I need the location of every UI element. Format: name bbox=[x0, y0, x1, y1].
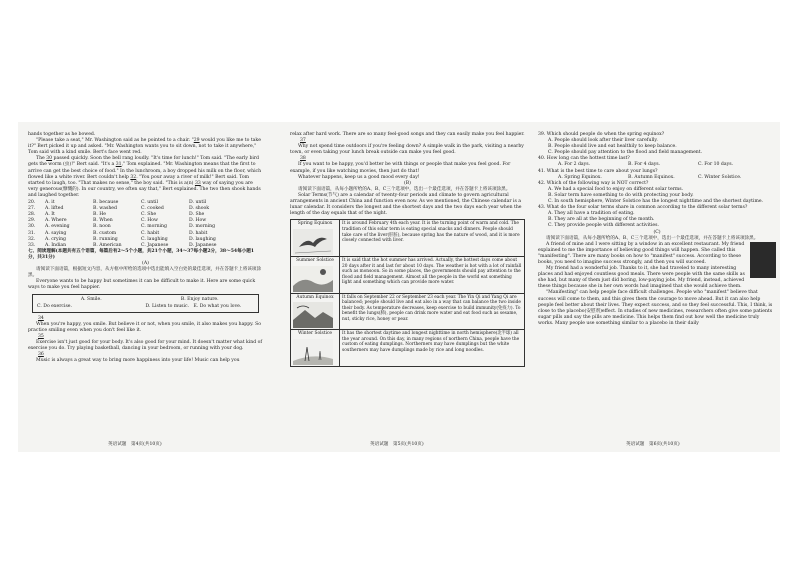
autumn-landscape-image bbox=[293, 302, 333, 328]
box-option: B. Enjoy nature. bbox=[180, 297, 219, 303]
qr-logo-image bbox=[750, 242, 776, 278]
options-row: 28. A. It B. He C. She D. She bbox=[28, 212, 205, 218]
question-stem: 42. Which of the following way is NOT correct? bbox=[538, 180, 649, 186]
page-left bbox=[28, 132, 263, 364]
term-text: It has the shortest daytime and longest nighttime in north hemisphere(北半球) all the year around. On this day, in many regions of northern China, people have the custom of eating dumplings. Northerners may have dumplings but the white southerners may have dumplings made by rice and long noodles. bbox=[340, 330, 525, 367]
blank-31: 31 bbox=[115, 162, 122, 168]
blank-30: 30 bbox=[46, 156, 53, 162]
blank-35: 35 bbox=[38, 333, 44, 339]
question bbox=[538, 205, 776, 229]
page-footer: 英语试题 第4页(共10页) bbox=[108, 442, 162, 447]
section-label: (B) bbox=[404, 180, 411, 186]
page-right bbox=[538, 132, 776, 327]
summer-landscape-image bbox=[293, 266, 333, 292]
options-row: A. For 2 days. B. For 4 days. C. For 10 days. bbox=[558, 162, 734, 168]
table-row bbox=[291, 220, 525, 257]
question bbox=[538, 181, 776, 205]
option: A. People should look after their liver carefully. bbox=[548, 138, 658, 144]
options-box bbox=[32, 294, 259, 312]
question-stem: 41. What is the best time to care about your lungs? bbox=[538, 168, 658, 174]
blank-36: 36 bbox=[38, 352, 44, 358]
box-option: C. Do exercise. bbox=[37, 303, 72, 309]
term-text: It is said that the hot summer has arrived. Actually, the hottest days come about 20 days after it and last for about 10 days. The weather is hot with a lot of rainfall such as monsoon. So in some places, the governments should pay attention to the flood and field management. Almost all the people in the world eat something light and something which can provide more water. bbox=[340, 256, 525, 293]
section-heading: 七、阅读理解(本题共有五个语篇，每篇后有2～5个小题，共21个小题，34～37每小题2分，38～54每小题1分，共31分) bbox=[28, 248, 255, 260]
question bbox=[538, 169, 776, 181]
options-row: 33. A. Indian B. American C. Japanese D. Japanese bbox=[28, 242, 217, 248]
blank-37: 37 bbox=[300, 138, 306, 144]
options-row: 20. A. it B. because C. until D. until bbox=[28, 200, 207, 206]
swallow-image bbox=[293, 229, 333, 255]
options-row: 29. A. Where B. When C. How D. How bbox=[28, 218, 207, 224]
passage-line: hands together as he bowed. bbox=[28, 132, 96, 137]
term-cell bbox=[291, 293, 340, 330]
instruction: 请阅读下面语篇，从每小题所给的A、B、C三个选项中，选出一个最佳选项，并在答题卡上将该项涂黑。 bbox=[298, 186, 511, 192]
page-middle bbox=[290, 132, 525, 367]
option: B. Solar term have something to do with protecting your body. bbox=[548, 192, 694, 198]
table-row bbox=[291, 330, 525, 367]
term-name: Summer Solstice bbox=[296, 257, 334, 263]
term-name: Autumn Equinox bbox=[296, 294, 334, 300]
blank-33: 33 bbox=[194, 180, 201, 186]
blank-34: 34 bbox=[38, 315, 44, 321]
blank-29: 29 bbox=[193, 138, 200, 144]
section-label: (A) bbox=[142, 260, 149, 266]
winter-landscape-image bbox=[293, 339, 333, 365]
term-text: It is around February 4th each year. It is the turning point of warm and cold. The tradition of this solar term is eating special snacks and dinners. People should take care of the liver(肝脏), because spring has the nature of wood, and it is more closely connected with liver. bbox=[340, 220, 525, 257]
options-row: 31. A. saying B. custom C. habit D. habit bbox=[28, 230, 208, 236]
term-cell bbox=[291, 220, 340, 257]
instruction: 请阅读下面语篇，从每小题所给的A、B、C三个选项中，选出一个最佳选项，并在答题卡上将该项涂黑。 bbox=[546, 235, 759, 241]
paragraph: "Manifesting" can help people face difficult challenges. People who "manifest" believe that success will come to them, and this gives them the courage to move ahead. But it can also help people feel better about their lives. They expect success, and so they feel successful. This, I think, is close to the placebo(安慰剂)effect. In studies of new medicines, researchers often give some patients sugar pills and say the pills are medicine. This helps them find out how well the medicine truly works. Many people use something similar to a placebo in their daily bbox=[538, 290, 773, 326]
paragraph: My friend had a wonderful job. Thanks to it, she had traveled to many interesting places and had enjoyed countless good meals. There were people with the same skills as she had, but many of them just did boring, low-paying jobs. My friend, instead, achieved these things because she in her own words had imagined that she would achieve them. bbox=[538, 266, 745, 290]
instruction: 请阅读下面语篇，根据短文内容，从方框中所给的选项中选出能填入空白处的最佳选项，并在答题卡上将该项涂黑。 bbox=[28, 267, 262, 279]
paragraph: Music is always a great way to bring more happiness into your life! Music can help you bbox=[36, 358, 240, 364]
question-stem: 43. What do the four solar terms share in common according to the different solar terms? bbox=[538, 205, 748, 211]
paragraph: A friend of mine and I were sitting by a window in an excellent restaurant. My friend explained to me the importance of believing good things will happen. She called this "manifesting". There are many books on how to "manifest" success. According to these books, you need to imagine success strongly, and then you will succeed. bbox=[538, 241, 745, 265]
option: C. In south hemisphere, Winter Solstice has the longest nighttime and the shortest daytime. bbox=[548, 199, 764, 205]
options-row: 27. A. lifted B. washed C. cooked D. shook bbox=[28, 206, 210, 212]
term-name: Winter Solstice bbox=[297, 331, 333, 337]
box-option: D. Listen to music. E. Do what you love. bbox=[145, 303, 242, 309]
question bbox=[538, 156, 776, 168]
paragraph: relax after hard work. There are so many feel-good songs and they can easily make you feel happier. bbox=[290, 132, 525, 137]
options-row: 30. A. evening B. noon C. morning D. morning bbox=[28, 224, 216, 230]
option: B. They are all at the beginning of the month. bbox=[548, 217, 655, 223]
paragraph: When you're happy, you smile. But believe it or not, when you smile, it also makes you happy. So practice smiling even when you don't feel like it. bbox=[28, 321, 262, 333]
table-row bbox=[291, 256, 525, 293]
question-stem: 39. Which should people do when the spring equinox? bbox=[538, 132, 665, 137]
term-cell bbox=[291, 256, 340, 293]
paragraph: Exercise isn't just good for your body. It's also good for your mind. It doesn't matter what kind of exercise you do. Try playing basketball, dancing in your bedroom, or running with your dog. bbox=[28, 340, 263, 352]
options-list bbox=[28, 200, 263, 249]
solar-terms-table bbox=[290, 219, 525, 366]
term-name: Spring Equinox bbox=[297, 221, 333, 227]
passage-line: "Please take a seat," Mr. Washington said as he pointed to a chair. "29 would you like me to take it?" Bert picked it up and asked. "Mr. Washington wants you to sit down, not to take it anywhere," Tom said with a kind smile. Bert's face went red. bbox=[28, 138, 261, 156]
page-footer: 英语试题 第6页(共10页) bbox=[626, 442, 680, 447]
option: C. They provide people with different activities. bbox=[548, 223, 659, 229]
term-cell bbox=[291, 330, 340, 367]
options-row: 32. A. crying B. running C. laughing D. laughing bbox=[28, 236, 216, 242]
question-stem: 40. How long can the hottest time last? bbox=[538, 156, 630, 162]
term-text: It falls on September 22 or September 23 each year. The Yin Qi and Yang Qi are balanced; people should live and eat also in a way that can balance the two inside their body. As temperature decreases, keep exercise to build immunity(免疫力). To benefit the lungs(肺), people can drink more water and eat food such as sesame, nut, sticky rice, honey or pear. bbox=[340, 293, 525, 330]
question bbox=[538, 132, 776, 156]
table-row bbox=[291, 293, 525, 330]
passage-line: The 30 passed quickly. Soon the bell rang loudly. "It's time for lunch!" Tom said. "The early bird gets the worm (虫)!" Bert said. "It's a 31," Tom explained. "Mr. Washington means that the first to arrive can get the best choice of food." In the lunchroom, a boy dropped his milk on the floor, which flowed like a white river. Bert couldn't help 32. "You pour away a river of milk!" Bert said. Tom started to laugh, too. "That makes no sense," the boy said. "This is a(n) 33 way of saying you are very generous(慷慨的). In our country, we often say that," Bert explained. The two then shook hands and laughed together. bbox=[28, 156, 262, 198]
paragraph: Whatever happens, keep us a good mood every day! bbox=[298, 174, 420, 180]
option: B. People should live and eat healthily to keep balance. bbox=[548, 144, 677, 150]
intro-paragraph: Everyone wants to be happy but sometimes it can be difficult to make it. Here are some quick ways to make you feel happier. bbox=[28, 279, 256, 291]
intro-paragraph: Solar Terms(节气) are a calendar of twenty-four periods and climate to govern agricultural arrangements in ancient China and function even now. As we mentioned, the Chinese calendar is a lunar calendar. It considers the longest and the shortest days and the two days each year when the length of the day equals that of the night. bbox=[290, 192, 522, 217]
box-option: A. Smile. bbox=[80, 297, 102, 303]
section-label: (C) bbox=[653, 229, 661, 235]
option: C. People should pay attention to the flood and field management. bbox=[548, 150, 703, 156]
options-row: A. Spring Equinox. B. Autumn Equinox. C. Winter Solstice. bbox=[558, 174, 742, 180]
option: A. We had a special food to enjoy on different solar terms. bbox=[548, 186, 684, 192]
blank-38: 38 bbox=[300, 156, 306, 162]
blank-32: 32 bbox=[130, 174, 137, 180]
option: A. They all have a tradition of eating. bbox=[548, 211, 635, 217]
page-footer: 英语试题 第5页(共10页) bbox=[370, 442, 424, 447]
paragraph: Why not spend time outdoors if you're feeling down? A simple walk in the park, visiting a nearby town, or even taking your lunch break outside can make you feel good. bbox=[290, 144, 524, 156]
paragraph: If you want to be happy, you'd better be with things or people that make you feel good. For example, if you like watching movies, then just do that! bbox=[290, 162, 511, 174]
